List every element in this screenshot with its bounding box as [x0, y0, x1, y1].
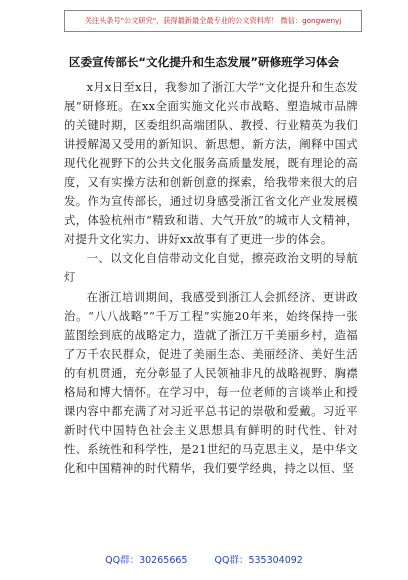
promo-banner — [64, 10, 362, 32]
document-body — [64, 78, 358, 478]
body-paragraph: 在浙江培训期间，我感受到浙江人会抓经济、更讲政治。“八八战略”“千万工程”实施20年来，始终保持一张蓝图绘到底的战略定力，造就了浙江万千美丽乡村，造福了万千农民群众，促进了美丽生态、美丽经济、美好生活的有机贯通，充分彰显了人民领袖非凡的战略视野、胸襟格局和博大情怀。在学习中，每一位老师的言谈举止和授课内容中都充满了对习近平总书记的崇敬和爱戴。习近平新时代中国特色社会主义思想具有鲜明的时代性、针对性、系统性和科学性，是21世纪的马克思主义，是中华文化和中国精神的时代精华，我们要学经典，持之以恒、坚 — [64, 290, 358, 475]
intro-paragraph: x月x日至x日，我参加了浙江大学“文化提升和生态发展”研修班。在xx全面实施文化兴市战略、塑造城市品牌的关键时期，区委组织高端团队、教授、行业精英为我们讲授解渴又受用的新知识、新思想、新方法，阐释中国式现代化视野下的公共文化服务高质量发展，既有理论的高度，又有实操方法和创新创意的探索，给我带来很大的启发。作为宣传部长，通过切身感受浙江省文化产业发展模式，体验杭州市“精致和谐、大气开放”的城市人文精神，对提升文化实力、讲好xx故事有了更进一步的体会。 — [64, 81, 358, 247]
document-title: 区委宣传部长“文化提升和生态发展”研修班学习体会 — [68, 55, 340, 69]
promo-banner-text: 关注头条号"公文研究"，获得最新最全最专业的公文资料库！ 微信：gongwenyj — [84, 16, 342, 25]
footer-contact — [0, 552, 408, 566]
footer-qq-group-2: QQ群：535304092 — [214, 555, 303, 566]
footer-qq-group-1: QQ群：30265665 — [105, 555, 188, 566]
section-heading: 一、以文化自信带动文化自觉，擦亮政治文明的导航灯 — [64, 252, 358, 285]
